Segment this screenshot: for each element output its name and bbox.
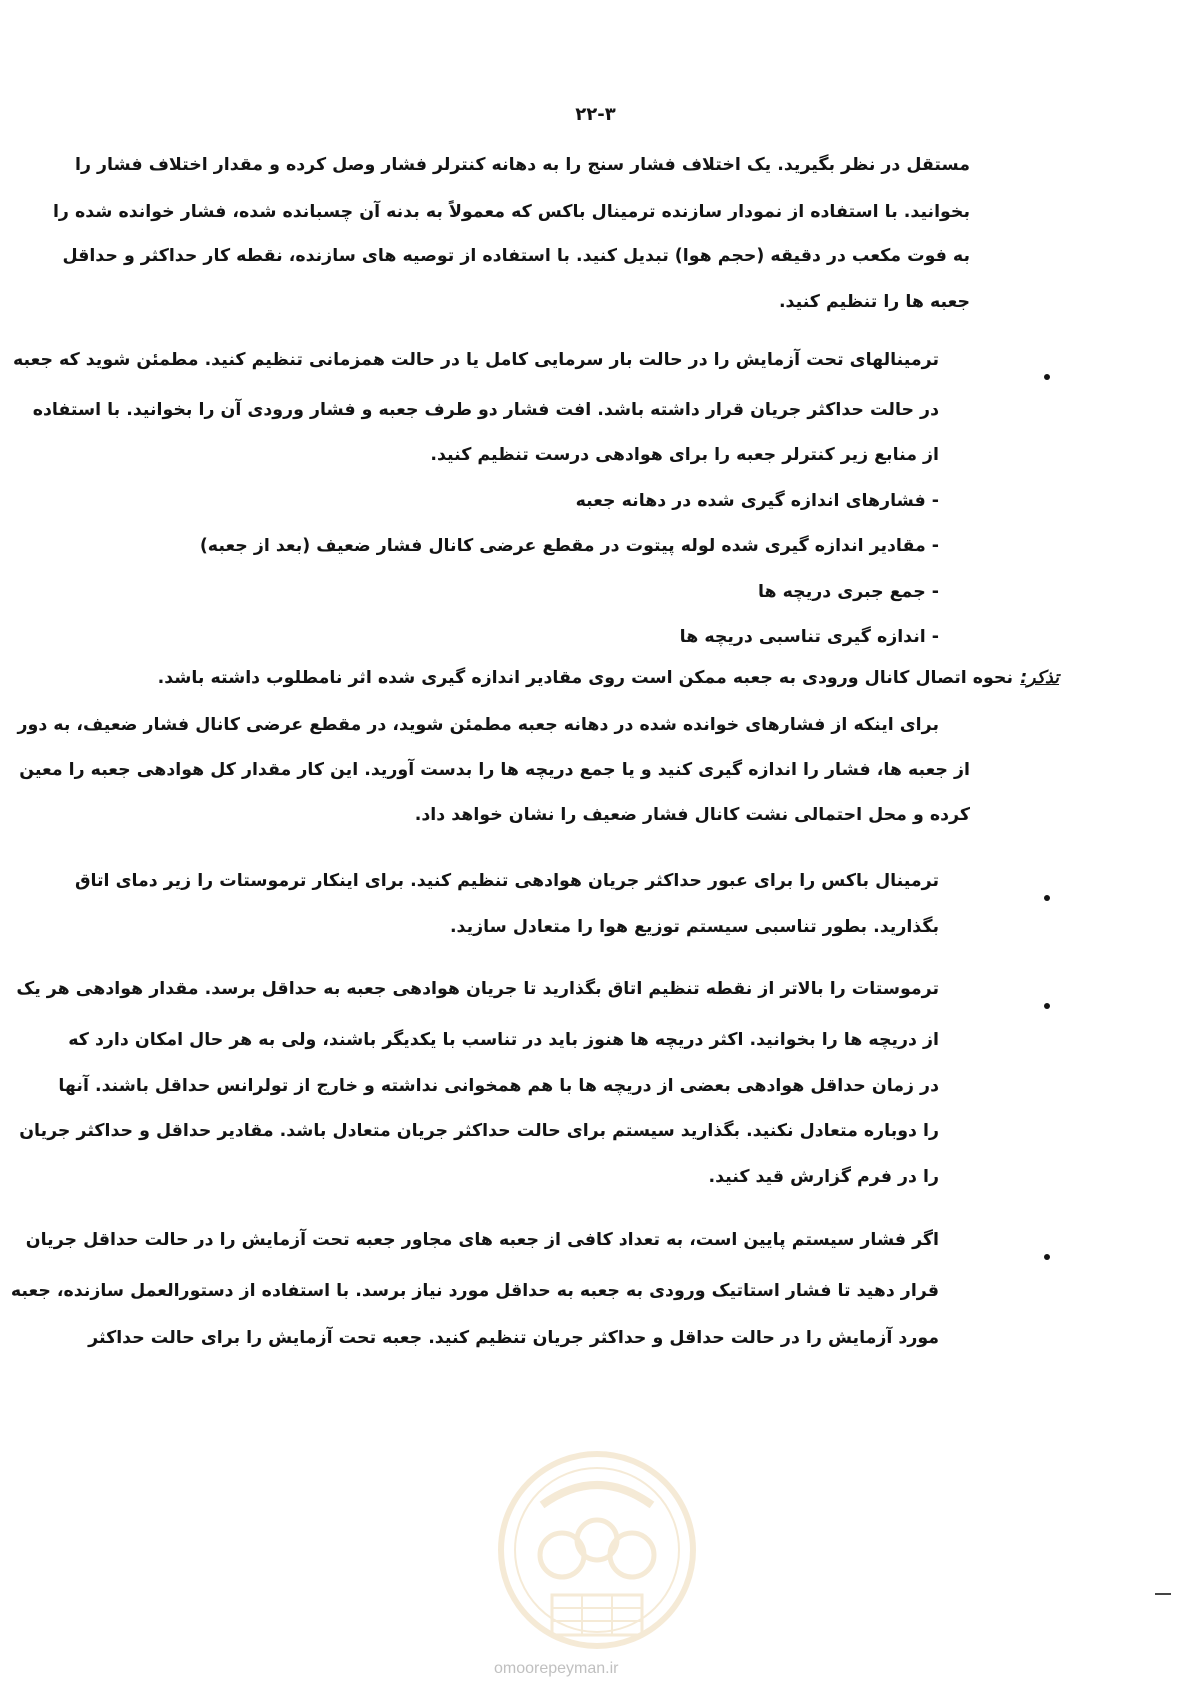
text-line: بخوانید. با استفاده از نمودار سازنده ترمینال باکس که معمولاً به بدنه آن چسبانده شده، فشار خوانده شده را bbox=[52, 202, 970, 222]
list-item: - جمع جبری دریچه ها bbox=[757, 582, 939, 602]
text-line: را در فرم گزارش قید کنید. bbox=[708, 1167, 939, 1187]
text-line: به فوت مکعب در دقیقه (حجم هوا) تبدیل کنید. با استفاده از توصیه های سازنده، نقطه کار حداکثر و حداقل bbox=[62, 246, 970, 266]
text-line: از جعبه ها، فشار را اندازه گیری کنید و یا جمع دریچه ها را بدست آورید. این کار مقدار کل هوادهی جعبه را معین bbox=[19, 760, 970, 780]
text-line: ترموستات را بالاتر از نقطه تنظیم اتاق بگذارید تا جریان هوادهی جعبه به حداقل برسد. مقدار هوادهی هر یک bbox=[16, 979, 939, 999]
bullet-icon bbox=[1044, 1003, 1050, 1009]
list-item: - اندازه گیری تناسبی دریچه ها bbox=[679, 627, 939, 647]
text-line: را دوباره متعادل نکنید. بگذارید سیستم برای حالت حداکثر جریان متعادل باشد. مقادیر حداقل و حداکثر جریان bbox=[19, 1121, 939, 1141]
text-line: جعبه ها را تنظیم کنید. bbox=[778, 292, 970, 312]
note-label: تذکر: bbox=[1020, 668, 1059, 688]
text-line: در زمان حداقل هوادهی بعضی از دریچه ها با هم همخوانی نداشته و خارج از تولرانس حداقل باشند. آنها bbox=[58, 1076, 939, 1096]
text-line: اگر فشار سیستم پایین است، به تعداد کافی از جعبه های مجاور جعبه تحت آزمایش را در حالت حداقل جریان bbox=[25, 1230, 939, 1250]
text-line: بگذارید. بطور تناسبی سیستم توزیع هوا را متعادل سازید. bbox=[449, 917, 939, 937]
text-line: ترمینال باکس را برای عبور حداکثر جریان هوادهی تنظیم کنید. برای اینکار ترموستات را زیر دمای اتاق bbox=[74, 871, 939, 891]
scan-edge-mark bbox=[1155, 1593, 1171, 1595]
note-text: نحوه اتصال کانال ورودی به جعبه ممکن است روی مقادیر اندازه گیری شده اثر نامطلوب داشته باشد. bbox=[157, 668, 1013, 688]
text-line: از منابع زیر کنترلر جعبه را برای هوادهی درست تنظیم کنید. bbox=[430, 445, 939, 465]
text-line: کرده و محل احتمالی نشت کانال فشار ضعیف را نشان خواهد داد. bbox=[414, 805, 970, 825]
text-line: مورد آزمایش را در حالت حداقل و حداکثر جریان تنظیم کنید. جعبه تحت آزمایش را برای حالت حداکثر bbox=[88, 1328, 939, 1348]
text-line: ترمینالهای تحت آزمایش را در حالت بار سرمایی کامل یا در حالت همزمانی تنظیم کنید. مطمئن شوید که جعبه bbox=[13, 350, 939, 370]
bullet-icon bbox=[1044, 895, 1050, 901]
text-line: قرار دهید تا فشار استاتیک ورودی به جعبه به حداقل مورد نیاز برسد. با استفاده از دستورالعمل سازنده، جعبه bbox=[10, 1281, 939, 1301]
text-line: برای اینکه از فشارهای خوانده شده در دهانه جعبه مطمئن شوید، در مقطع عرضی کانال فشار ضعیف، به دور bbox=[17, 715, 939, 735]
text-line: از دریچه ها را بخوانید. اکثر دریچه ها هنوز باید در تناسب با یکدیگر باشند، ولی به هر حال امکان دارد که bbox=[68, 1030, 939, 1050]
text-line: در حالت حداکثر جریان قرار داشته باشد. افت فشار دو طرف جعبه و فشار ورودی آن را بخوانید. با استفاده bbox=[32, 400, 939, 420]
bullet-icon bbox=[1044, 374, 1050, 380]
watermark-url: omoorepeyman.ir bbox=[494, 1660, 619, 1677]
page-number: ۲۲-۳ bbox=[575, 104, 616, 125]
watermark-seal-icon bbox=[482, 1445, 712, 1659]
list-item: - مقادیر اندازه گیری شده لوله پیتوت در مقطع عرضی کانال فشار ضعیف (بعد از جعبه) bbox=[199, 536, 939, 556]
bullet-icon bbox=[1044, 1254, 1050, 1260]
text-line: مستقل در نظر بگیرید. یک اختلاف فشار سنج را به دهانه کنترلر فشار وصل کرده و مقدار اختلاف فشار را bbox=[74, 155, 970, 175]
list-item: - فشارهای اندازه گیری شده در دهانه جعبه bbox=[575, 491, 939, 511]
